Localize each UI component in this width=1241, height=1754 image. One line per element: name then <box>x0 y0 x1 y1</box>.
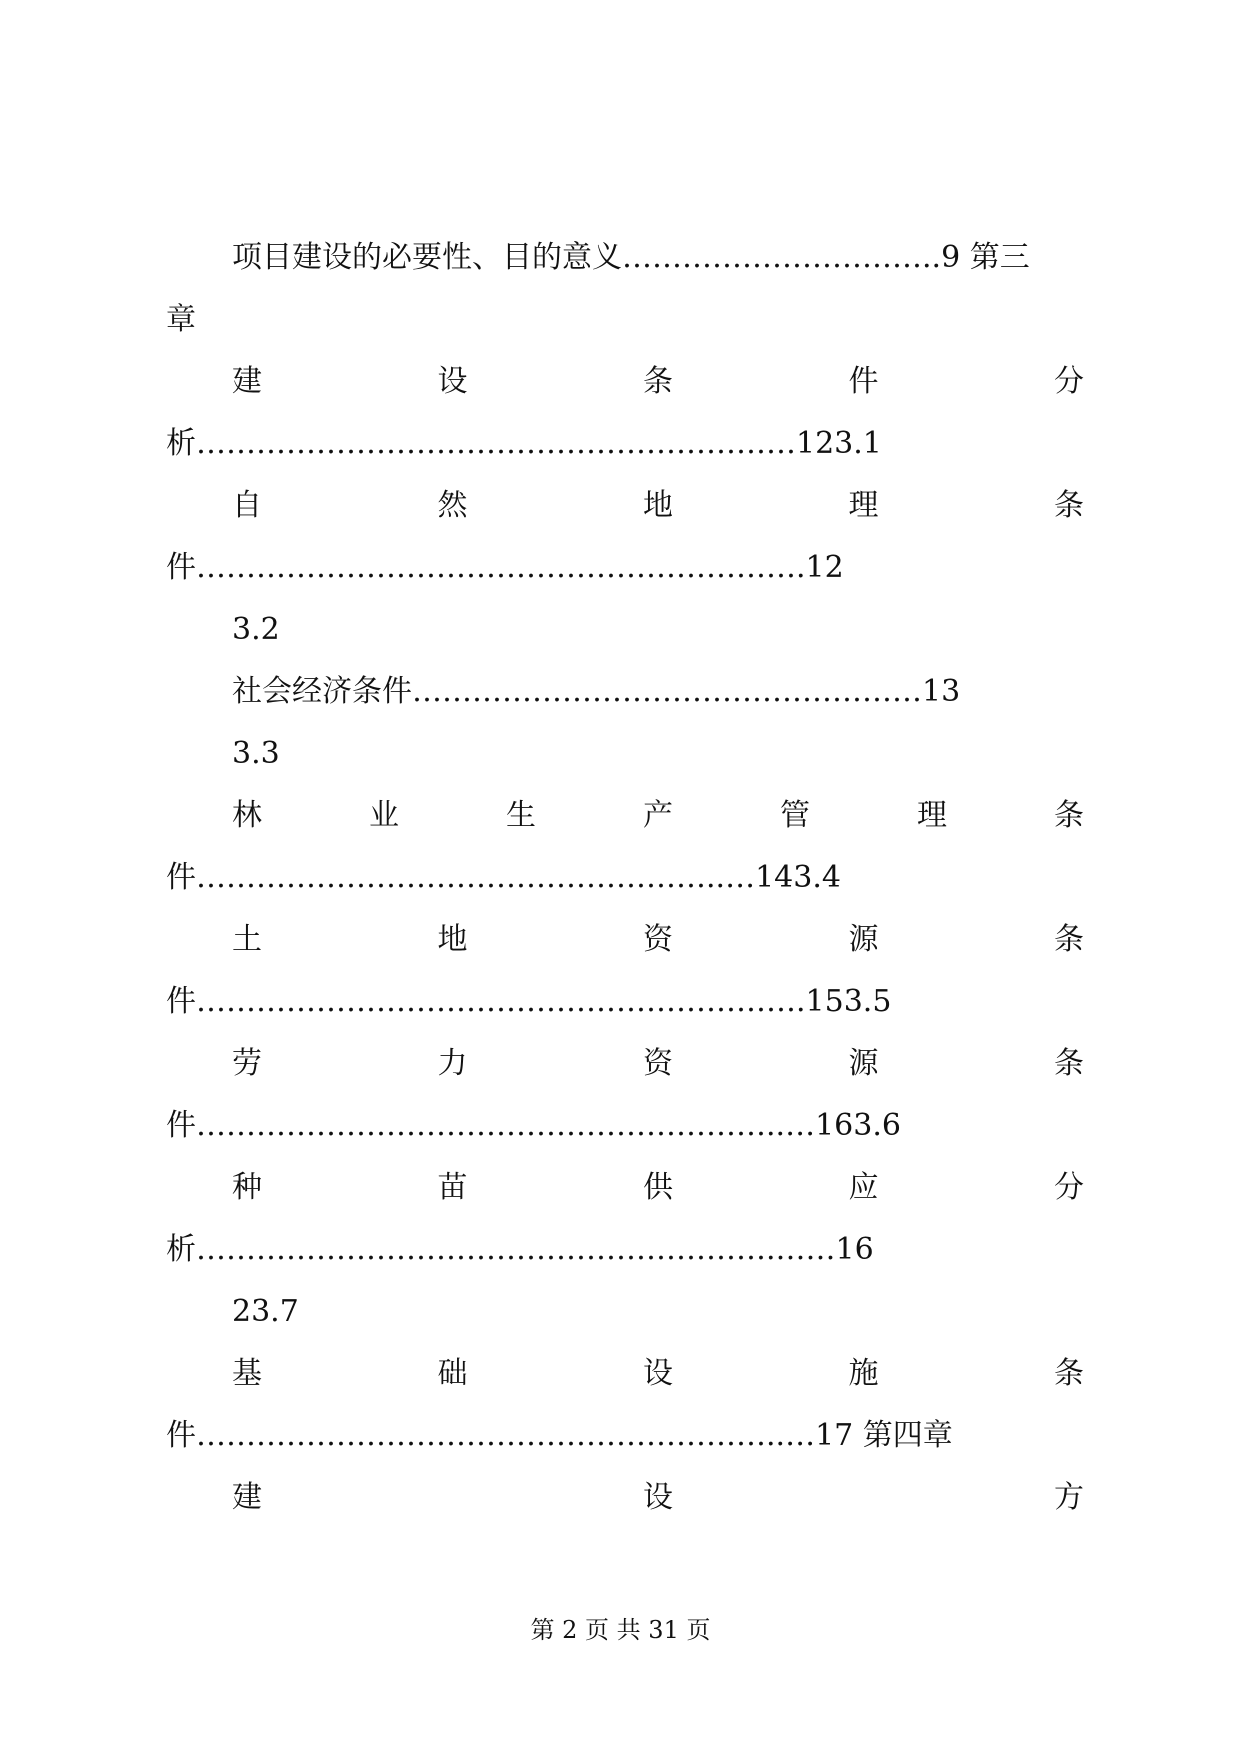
spread-char: 自 <box>232 488 262 523</box>
toc-line-8: 社会经济条件……………………………………………13 <box>232 674 961 709</box>
spread-char: 条 <box>1054 922 1084 957</box>
toc-spread-line-12 <box>232 920 1084 960</box>
toc-spread-line-10 <box>232 796 1084 836</box>
spread-char: 础 <box>437 1356 468 1391</box>
spread-char: 林 <box>232 798 262 833</box>
toc-line-11: 件……………………………………………..…143.4 <box>166 860 841 895</box>
toc-line-9: 3.3 <box>232 736 280 771</box>
spread-char: 建 <box>232 1480 262 1515</box>
toc-line-7: 3.2 <box>232 612 280 647</box>
spread-char: 条 <box>1054 798 1084 833</box>
toc-line-20: 件…………………………………………………..…17 第四章 <box>166 1418 953 1453</box>
spread-char: 设 <box>437 364 468 399</box>
spread-char: 条 <box>643 364 673 399</box>
spread-char: 生 <box>506 798 536 833</box>
spread-char: 力 <box>437 1046 468 1081</box>
toc-line-15: 件…………………………………………………..…163.6 <box>166 1108 901 1143</box>
spread-char: 条 <box>1054 488 1084 523</box>
spread-char: 地 <box>437 922 468 957</box>
spread-char: 分 <box>1054 364 1084 399</box>
spread-char: 理 <box>917 798 947 833</box>
spread-char: 方 <box>1054 1480 1084 1515</box>
spread-char: 设 <box>643 1480 673 1515</box>
spread-char: 苗 <box>437 1170 468 1205</box>
toc-spread-line-3 <box>232 362 1084 402</box>
spread-char: 种 <box>232 1170 262 1205</box>
spread-char: 资 <box>643 922 673 957</box>
toc-line-4: 析……………………………………………………123.1 <box>166 426 882 461</box>
spread-char: 设 <box>643 1356 673 1391</box>
spread-char: 然 <box>437 488 468 523</box>
spread-char: 供 <box>643 1170 673 1205</box>
spread-char: 产 <box>643 798 673 833</box>
spread-char: 施 <box>848 1356 879 1391</box>
toc-line-2: 章 <box>166 302 196 337</box>
toc-spread-line-14 <box>232 1044 1084 1084</box>
spread-char: 源 <box>848 922 879 957</box>
spread-char: 业 <box>369 798 399 833</box>
spread-char: 应 <box>848 1170 879 1205</box>
spread-char: 管 <box>780 798 810 833</box>
spread-char: 件 <box>848 364 879 399</box>
spread-char: 基 <box>232 1356 262 1391</box>
toc-line-1: 项目建设的必要性、目的意义…………………………..9 第三 <box>232 240 1030 275</box>
spread-char: 建 <box>232 364 262 399</box>
spread-char: 资 <box>643 1046 673 1081</box>
spread-char: 条 <box>1054 1046 1084 1081</box>
spread-char: 分 <box>1054 1170 1084 1205</box>
toc-spread-line-19 <box>232 1354 1084 1394</box>
toc-spread-line-5 <box>232 486 1084 526</box>
toc-line-6: 件…………………………………………………….12 <box>166 550 844 585</box>
toc-line-13: 件…………………………………………………….153.5 <box>166 984 892 1019</box>
spread-char: 地 <box>643 488 673 523</box>
toc-spread-line-21 <box>232 1478 1084 1518</box>
spread-char: 土 <box>232 922 262 957</box>
spread-char: 理 <box>848 488 879 523</box>
spread-char: 条 <box>1054 1356 1084 1391</box>
page-footer: 第 2 页 共 31 页 <box>530 1616 711 1644</box>
spread-char: 源 <box>848 1046 879 1081</box>
toc-line-18: 23.7 <box>232 1294 299 1329</box>
toc-spread-line-16 <box>232 1168 1084 1208</box>
toc-line-17: 析………………………………………………….……16 <box>166 1232 874 1267</box>
spread-char: 劳 <box>232 1046 262 1081</box>
